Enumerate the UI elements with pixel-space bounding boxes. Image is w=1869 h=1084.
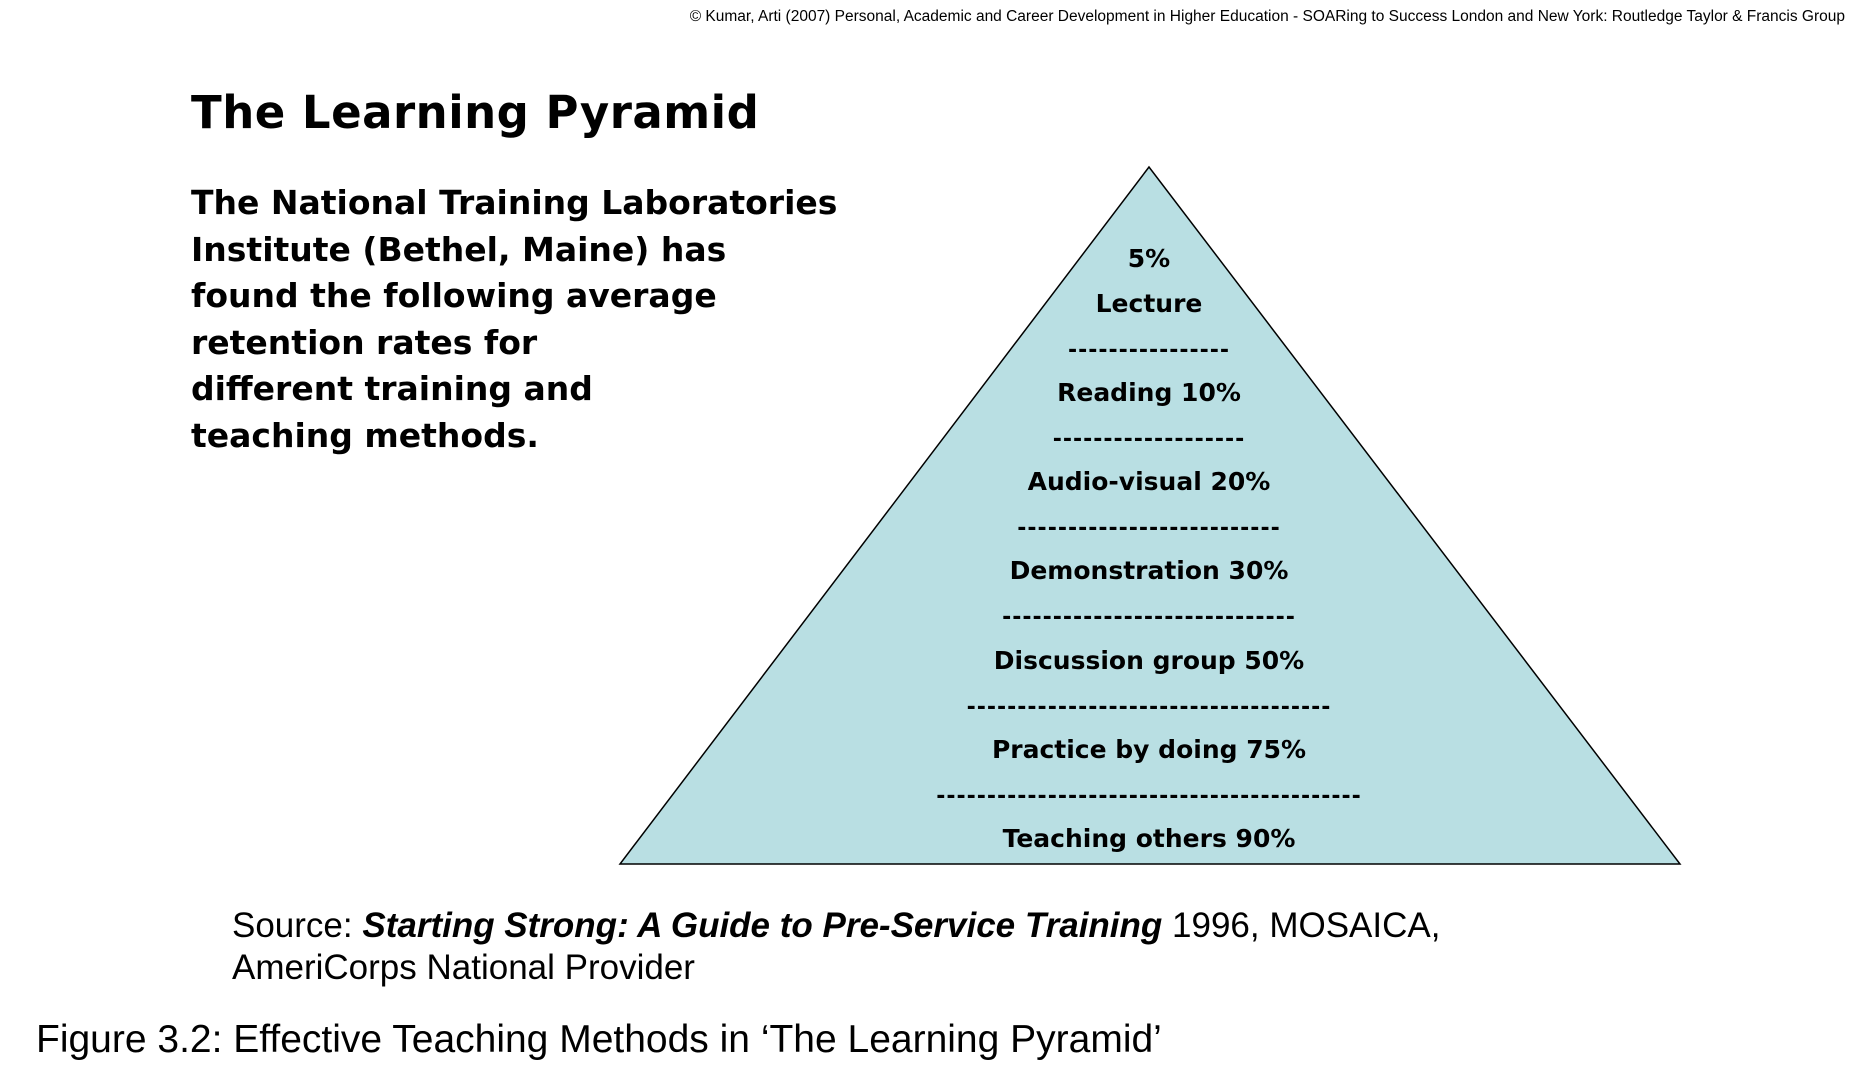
copyright-notice: © Kumar, Arti (2007) Personal, Academic and Career Development in Higher Education - SOARing to Success London and New York: Routledge Taylor & Francis Group [689, 8, 1845, 25]
source-prefix: Source: [232, 906, 363, 945]
source-line-1 [232, 905, 1440, 947]
pyramid-level-separator: ------------------------------------------ [936, 784, 1362, 809]
intro-line: teaching methods. [191, 415, 539, 455]
intro-line: different training and [191, 369, 593, 408]
pyramid-top-percent: 5% [1127, 244, 1171, 273]
intro-line: The National Training Laboratories [191, 183, 838, 222]
intro-line: retention rates for [191, 322, 538, 362]
pyramid-level-separator: ---------------- [1067, 338, 1231, 363]
pyramid-level-separator: ------------------- [1052, 427, 1246, 452]
pyramid-level-label: Lecture [1095, 289, 1203, 318]
pyramid-level-label: Reading 10% [1057, 378, 1241, 407]
pyramid-level-separator: -------------------------- [1017, 516, 1281, 541]
source-line-2: AmeriCorps National Provider [232, 948, 695, 987]
pyramid-level-separator: ----------------------------- [1002, 605, 1296, 630]
source-book-title: Starting Strong: A Guide to Pre-Service Training [362, 906, 1163, 945]
pyramid-level-label: Teaching others 90% [1002, 824, 1296, 853]
pyramid-level-label: Audio-visual 20% [1027, 467, 1271, 496]
intro-line: found the following average [191, 276, 717, 315]
source-citation [232, 905, 1440, 989]
page-title: The Learning Pyramid [191, 86, 760, 139]
pyramid-level-label: Demonstration 30% [1009, 556, 1289, 585]
pyramid-level-label: Practice by doing 75% [991, 735, 1307, 764]
figure-caption: Figure 3.2: Effective Teaching Methods in ‘The Learning Pyramid’ [36, 1018, 1162, 1061]
source-suffix: 1996, MOSAICA, [1162, 906, 1441, 945]
intro-line: Institute (Bethel, Maine) has [191, 229, 727, 269]
pyramid-level-separator: ------------------------------------ [966, 695, 1332, 720]
pyramid-level-label: Discussion group 50% [993, 646, 1305, 675]
